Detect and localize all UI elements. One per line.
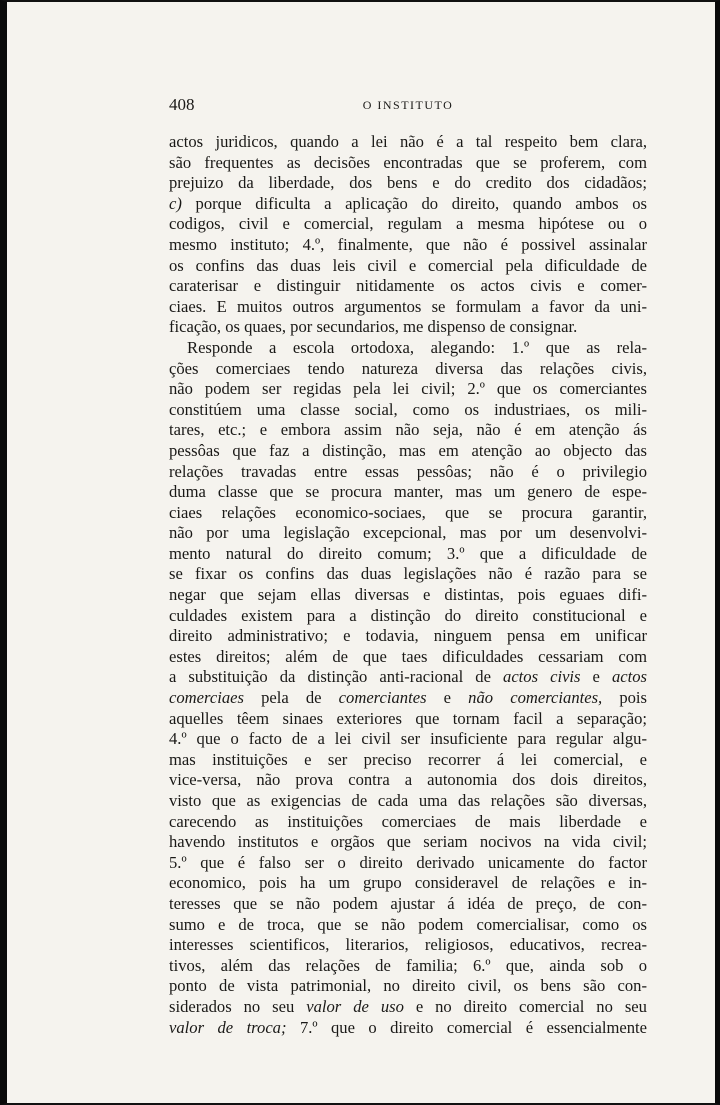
text-segment: pela de — [243, 688, 339, 708]
text-segment: ponto de vista patrimonial, no direito civil, os bens são con- — [169, 976, 647, 996]
text-line — [169, 667, 647, 688]
text-segment: mesmo instituto; 4.º, finalmente, que não é possivel assinalar — [169, 234, 647, 254]
italic-segment: não comerciantes, — [468, 688, 603, 708]
text-line — [169, 276, 647, 297]
text-segment: sumo e de troca, que se não podem comercialisar, como os — [169, 914, 647, 934]
italic-segment: c) — [169, 193, 182, 213]
text-segment: estes direitos; além de que taes dificuldades cessariam com — [169, 646, 647, 666]
text-segment: actos juridicos, quando a lei não é a tal respeito bem clara, — [169, 132, 647, 151]
page-header — [169, 95, 647, 115]
text-segment: porque dificulta a aplicação do direito, quando ambos os — [181, 193, 647, 213]
text-line — [169, 379, 647, 400]
text-line — [169, 132, 647, 153]
text-segment: negar que sejam ellas diversas e distintas, pois eguaes difi- — [169, 585, 647, 605]
text-segment: tares, etc.; e embora assim não seja, não é em atenção ás — [169, 420, 647, 440]
text-segment: duma classe que se procura manter, mas um genero de espe- — [169, 482, 647, 502]
text-segment: não por uma legislação excepcional, mas por um desenvolvi- — [169, 523, 647, 543]
text-line — [169, 194, 647, 215]
body-text — [169, 132, 647, 1038]
text-segment: não podem ser regidas pela lei civil; 2.º que os comerciantes — [169, 379, 647, 399]
text-line — [169, 153, 647, 174]
text-line — [169, 791, 647, 812]
text-segment: Responde a escola ortodoxa, alegando: 1.º que as rela- — [187, 337, 647, 357]
text-line — [169, 935, 647, 956]
text-segment: caraterisar e distinguir nitidamente os actos civis e comer- — [169, 276, 647, 296]
text-segment: siderados no seu — [169, 996, 307, 1016]
text-line — [169, 564, 647, 585]
text-segment: a substituição da distinção anti-racional de — [169, 667, 504, 687]
text-segment: aquelles têem sinaes exteriores que tornam facil a separação; — [169, 708, 647, 728]
text-line — [169, 462, 647, 483]
text-segment: codigos, civil e comercial, regulam a mesma hipótese ou o — [169, 214, 647, 234]
text-line — [169, 729, 647, 750]
text-segment: 4.º que o facto de a lei civil ser insuficiente para regular algu- — [169, 729, 647, 749]
text-line — [169, 997, 647, 1018]
text-segment: culdades existem para a distinção do direito constitucional e — [169, 605, 647, 625]
text-line — [169, 256, 647, 277]
text-line — [169, 585, 647, 606]
text-line — [169, 647, 647, 668]
text-segment: vice-versa, não prova contra a autonomia dos dois direitos, — [169, 770, 647, 790]
text-line — [169, 338, 647, 359]
text-segment: carecendo as instituições comerciaes de mais liberdade e — [169, 811, 647, 831]
text-line — [169, 956, 647, 977]
text-line — [169, 812, 647, 833]
text-line — [169, 359, 647, 380]
text-segment: visto que as exigencias de cada uma das relações são diversas, — [169, 791, 647, 810]
text-line — [169, 1018, 647, 1039]
text-segment: os confins das duas leis civil e comercial pela dificuldade de — [169, 255, 647, 275]
text-line — [169, 894, 647, 915]
text-segment: prejuizo da liberdade, dos bens e do credito dos cidadãos; — [169, 173, 647, 193]
text-segment: havendo institutos e orgãos que seriam nocivos na vida civil; — [169, 832, 647, 852]
text-line — [169, 441, 647, 462]
text-segment: economico, pois ha um grupo consideravel de relações e in- — [169, 873, 647, 893]
text-segment: se fixar os confins das duas legislações não é razão para se — [169, 564, 647, 584]
text-segment: interesses scientificos, literarios, religiosos, educativos, recrea- — [169, 935, 647, 955]
italic-segment: comerciantes — [338, 688, 427, 708]
text-segment: ciaes. E muitos outros argumentos se formulam a favor da uni- — [169, 296, 647, 316]
italic-segment: comerciaes — [169, 688, 244, 708]
text-segment: e no direito comercial no seu — [403, 996, 647, 1016]
text-line — [169, 915, 647, 936]
page-number: 408 — [169, 95, 195, 114]
text-segment: 7.º que o direito comercial é essencialmente — [286, 1017, 647, 1037]
text-line — [169, 317, 647, 338]
text-line — [169, 544, 647, 565]
text-segment: pois — [602, 688, 647, 708]
text-line — [169, 400, 647, 421]
text-line — [169, 482, 647, 503]
text-line — [169, 853, 647, 874]
text-line — [169, 420, 647, 441]
italic-segment: actos civis — [503, 667, 581, 687]
text-line — [169, 606, 647, 627]
text-segment: mas instituições e ser preciso recorrer á lei comercial, e — [169, 749, 647, 769]
text-line — [169, 750, 647, 771]
text-segment: ficação, os quaes, por secundarios, me dispenso de consignar. — [169, 317, 578, 337]
text-segment: 5.º que é falso ser o direito derivado unicamente do factor — [169, 852, 647, 872]
text-line — [169, 626, 647, 647]
text-line — [169, 173, 647, 194]
text-segment: teresses que se não podem ajustar á idéa de preço, de con- — [169, 893, 647, 913]
text-segment: relações travadas entre essas pessôas; não é o privilegio — [169, 461, 647, 481]
text-line — [169, 297, 647, 318]
text-line — [169, 214, 647, 235]
italic-segment: valor de troca; — [169, 1017, 287, 1037]
italic-segment: actos — [611, 667, 647, 687]
running-title: O INSTITUTO — [362, 98, 454, 112]
text-segment: mento natural do direito comum; 3.º que a dificuldade de — [169, 543, 647, 563]
text-segment: e — [426, 688, 469, 708]
text-line — [169, 523, 647, 544]
text-line — [169, 709, 647, 730]
text-segment: são frequentes as decisões encontradas que se proferem, com — [169, 152, 647, 172]
text-segment: ções comerciaes tendo natureza diversa das relações civis, — [169, 358, 647, 378]
text-segment: direito administrativo; e todavia, ninguem pensa em unificar — [169, 626, 647, 646]
text-line — [169, 770, 647, 791]
text-line — [169, 832, 647, 853]
text-line — [169, 503, 647, 524]
text-line — [169, 235, 647, 256]
italic-segment: valor de uso — [306, 996, 404, 1016]
text-line — [169, 688, 647, 709]
text-line — [169, 976, 647, 997]
text-segment: tivos, além das relações de familia; 6.º que, ainda sob o — [169, 955, 647, 975]
text-segment: pessôas que faz a distinção, mas em atenção ao objecto das — [169, 440, 647, 460]
text-segment: constitúem uma classe social, como os industriaes, os mili- — [169, 399, 647, 419]
text-line — [169, 873, 647, 894]
text-segment: ciaes relações economico-sociaes, que se procura garantir, — [169, 502, 647, 522]
text-segment: e — [580, 667, 612, 687]
